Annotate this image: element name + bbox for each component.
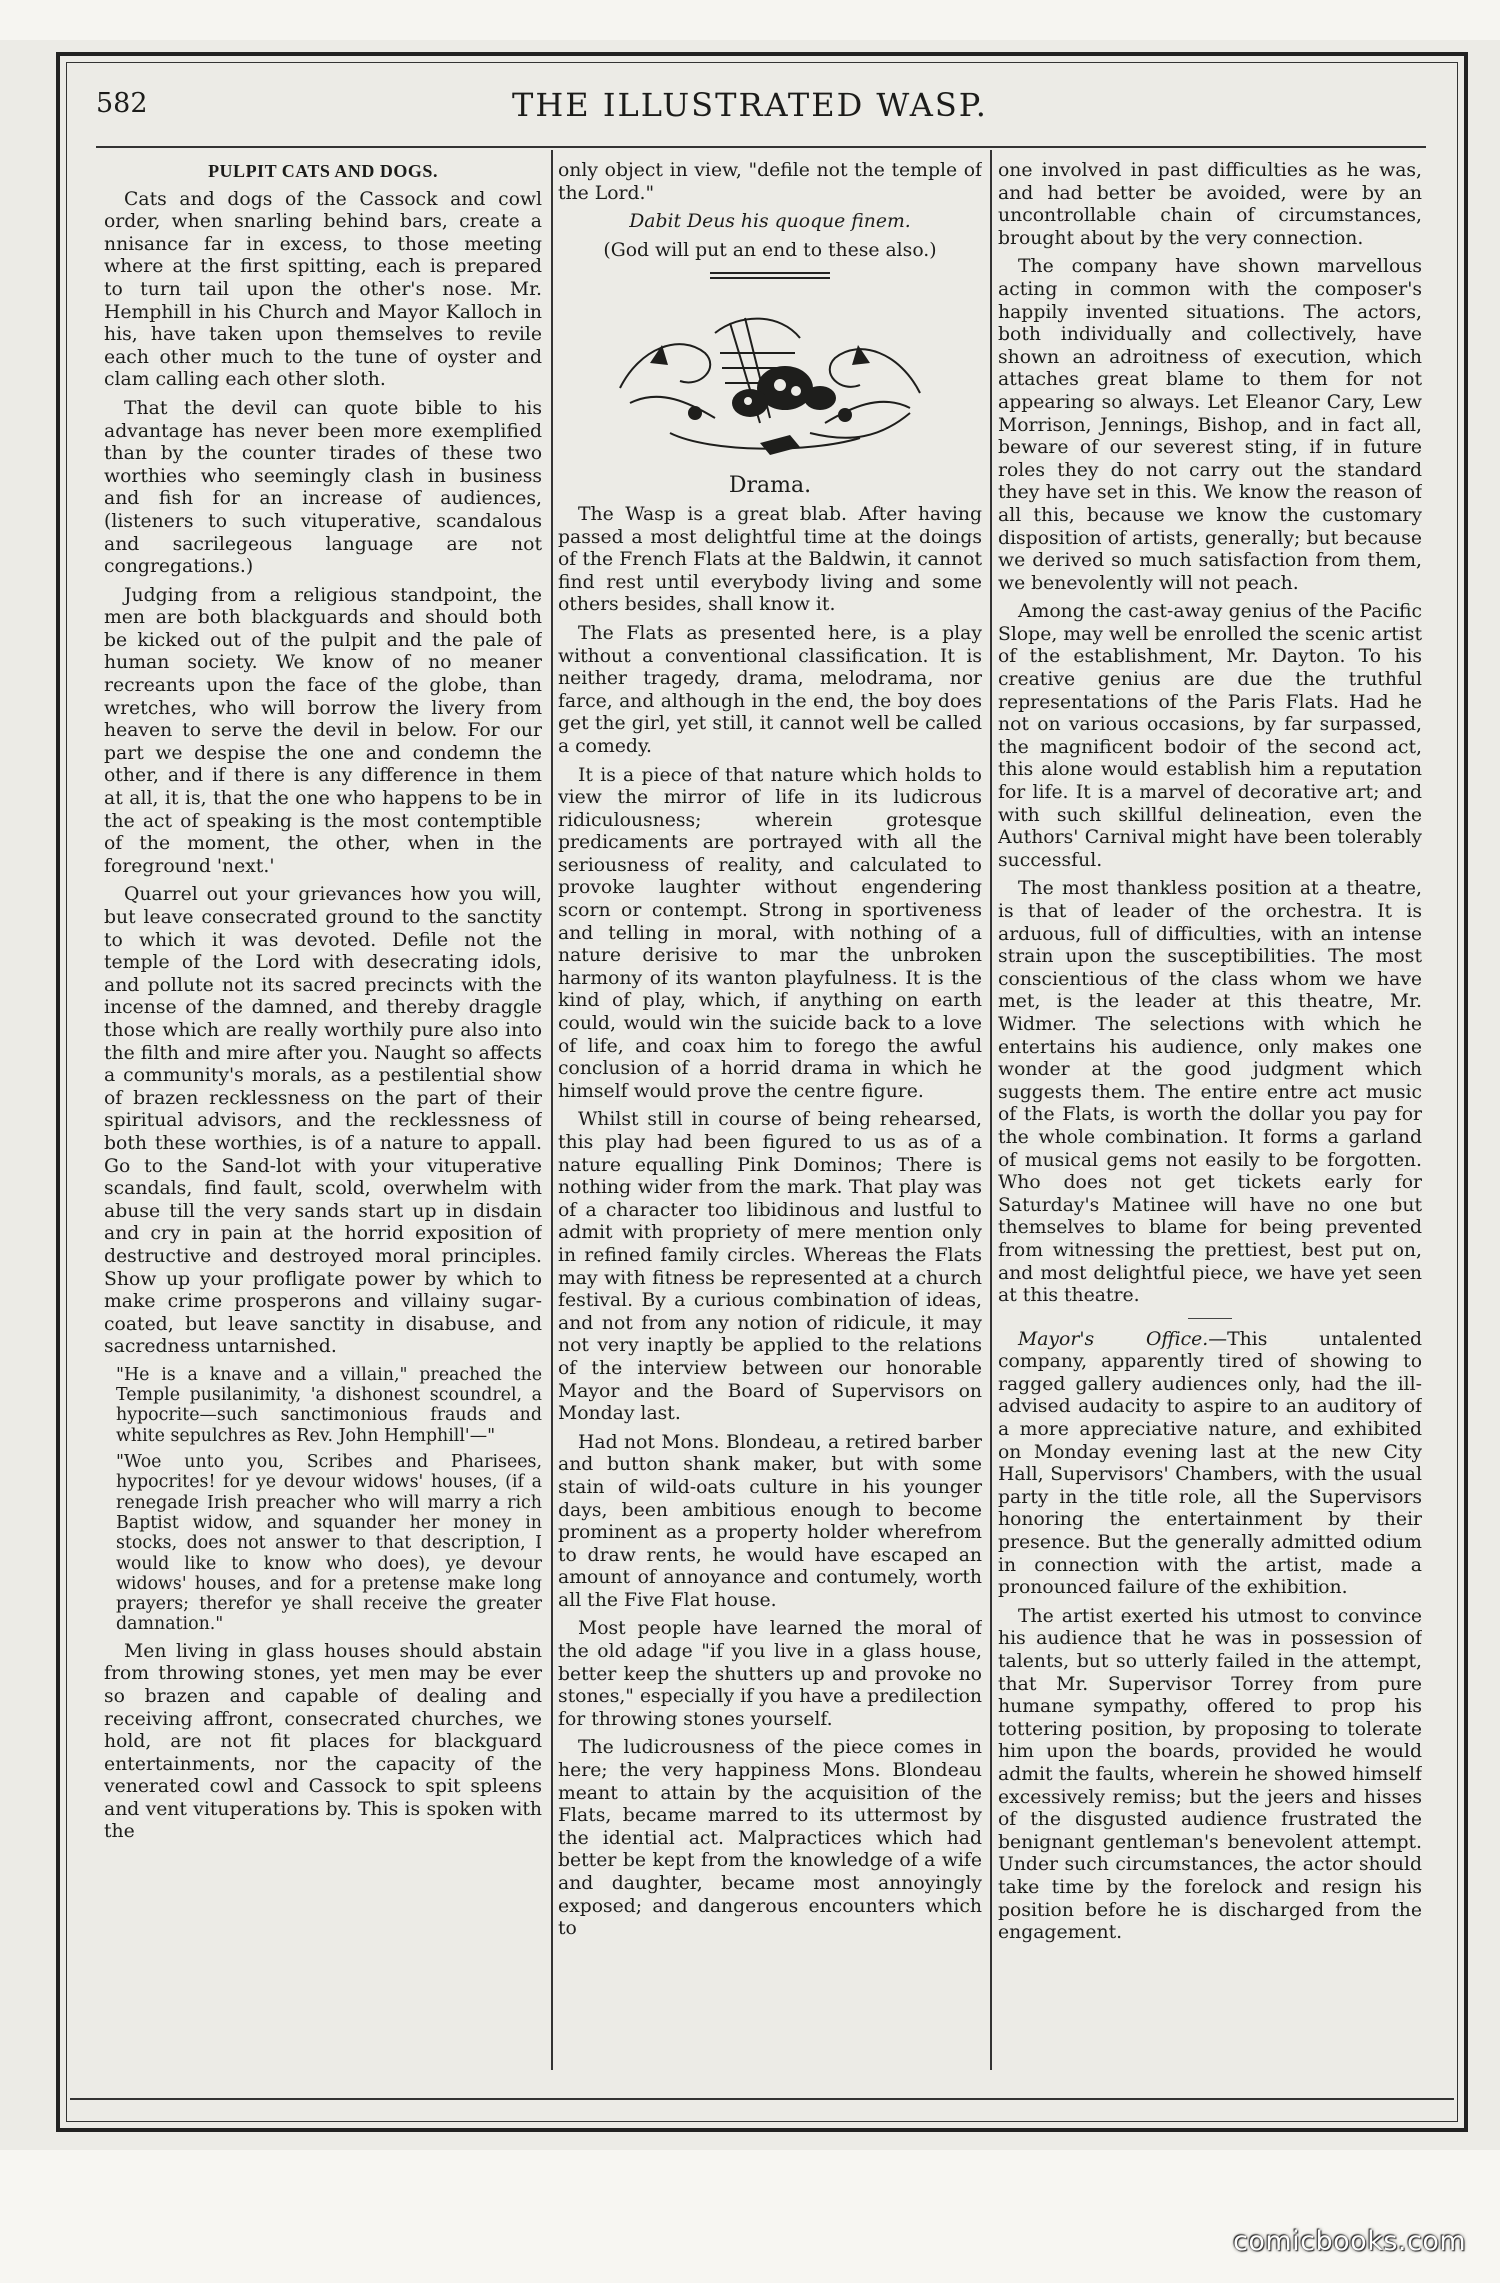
- column-2: [558, 160, 982, 2085]
- block-quote: "Woe unto you, Scribes and Pharisees, hypocrites! for ye devour widows' houses, (if a renegade Irish preacher who will marry a rich Baptist widow, and squander her money in stocks, does not answer to that description, I would like to know who does), ye devour widows' houses, and for a pretense make long prayers; therefor ye shall receive the greater damnation.": [116, 1452, 542, 1635]
- article-paragraph: The ludicrousness of the piece comes in here; the very happiness Mons. Blondeau meant to attain by the acquisition of the Flats, became marred to its uttermost by the idential act. Malpractices which had better be kept from the knowledge of a wife and daughter, became most annoyingly exposed; and dangerous encounters which to: [558, 1737, 982, 1940]
- article-paragraph: The artist exerted his utmost to convince his audience that he was in possession of talents, but so utterly failed in the attempt, that Mr. Supervisor Torrey from pure humane sympathy, offered to prop his tottering position, by proposing to tolerate him upon the boards, provided he would admit the faults, wherein he showed himself excessively remiss; but the jeers and hisses of the disgusted audience frustrated the benignant gentleman's benevolent attempt. Under such circumstances, the actor should take time by the forelock and resign his position before he is discharged from the engagement.: [998, 1605, 1422, 1944]
- mayor-office-label: Mayor's Office.: [1018, 1328, 1209, 1350]
- article-paragraph: The company have shown marvellous acting in common with the composer's happily invented situations. The actors, both individually and collectively, have shown an adroitness of execution, which attaches great blame to them for not appearing so always. Let Eleanor Cary, Lew Morrison, Jennings, Bishop, and in fact all, beware of our severest sting, if in future roles they do not carry out the standard they have set in this. We know the reason of all this, because we know the customary disposition of artists, generally; but because we derived so much satisfaction from them, we benevolently will not peach.: [998, 256, 1422, 594]
- article-paragraph: Whilst still in course of being rehearsed, this play had been figured to us as of a nature equalling Pink Dominos; There is nothing wider from the mark. That play was of a character too libidinous and lustful to admit with propriety of mere mention only in refined family circles. Whereas the Flats may with fitness be represented at a church festival. By a curious combination of ideas, and not from any notion of ridicule, it may not very inaptly be applied to the relations of the interview between our honorable Mayor and the Board of Supervisors on Monday last.: [558, 1109, 982, 1425]
- article-paragraph: Judging from a religious standpoint, the men are both blackguards and should both be kicked out of the pulpit and the pale of human society. We know of no meaner recreants upon the face of the globe, than wretches, who will borrow the livery from heaven to serve the devil in below. For our part we despise the one and condemn the other, and if there is any difference in them at all, it is, that the one who happens to be in the act of speaking is the most contemptible of the moment, the other, when in the foreground 'next.': [104, 584, 542, 877]
- column-divider-2: [990, 150, 992, 2070]
- motto-translation: (God will put an end to these also.): [603, 239, 937, 261]
- page-bottom-rule: [70, 2098, 1454, 2100]
- drama-ornament-illustration: [610, 293, 930, 463]
- column-3: [998, 160, 1422, 2085]
- scan-margin-bottom: [0, 2150, 1500, 2283]
- page-number: 582: [96, 88, 148, 119]
- article-paragraph: only object in view, "defile not the temple of the Lord.": [558, 160, 982, 204]
- article-paragraph: Quarrel out your grievances how you will, but leave consecrated ground to the sanctity to which it was devoted. Defile not the temple of the Lord with desecrating idols, and pollute not its sacred precincts with the incense of the damned, and thereby draggle those which are really worthily pure also into the filth and mire after you. Naught so affects a community's morals, as a pestilential show of brazen recklessness on the part of their spiritual advisors, and the recklessness of both these worthies, is of a nature to appall. Go to the Sand-lot with your vituperative scandals, find fault, scold, overwhelm with abuse till the very sands start up in disdain and cry in pain at the horrid exposition of destructive and destroyed moral principles. Show up your profligate power by which to make crime prosperons and villainy sugar-coated, but leave sanctity in disabuse, and sacredness untarnished.: [104, 884, 542, 1358]
- article-paragraph: That the devil can quote bible to his advantage has never been more exemplified than by the counter tirades of these two worthies who seemingly clash in business and fish for an increase of audiences, (listeners to such vituperative, scandalous and sacrilegeous language are not congregations.): [104, 397, 542, 578]
- watermark: comicbooks.com: [1233, 2226, 1467, 2257]
- article-paragraph: Among the cast-away genius of the Pacific Slope, may well be enrolled the scenic artist of the establishment, Mr. Dayton. To his creative genius are due the truthful representations of the Paris Flats. Had he not on various occasions, by far surpassed, the magnificent bodoir of the second act, this alone would establish him a reputation for life. It is a marvel of decorative art; and with such skillful delineation, even the Authors' Carnival might have been tolerably successful.: [998, 601, 1422, 871]
- column-1: [104, 160, 542, 2085]
- scan-margin-top: [0, 0, 1500, 40]
- article-headline: PULPIT CATS AND DOGS.: [208, 161, 438, 181]
- article-paragraph: [998, 1329, 1422, 1600]
- masthead-title: THE ILLUSTRATED WASP.: [512, 86, 988, 124]
- section-title-drama: Drama.: [728, 473, 812, 499]
- article-paragraph: Cats and dogs of the Cassock and cowl order, when snarling behind bars, create a nnisance far in excess, to those meeting where at the first spitting, each is prepared to turn tail upon the other's nose. Mr. Hemphill in his Church and Mayor Kalloch in his, have taken upon themselves to revile each other much to the tune of oyster and clam calling each other sloth.: [104, 188, 542, 391]
- article-paragraph: The Wasp is a great blab. After having passed a most delightful time at the doings of the French Flats at the Baldwin, it cannot find rest until everybody living and some others besides, shall know it.: [558, 503, 982, 616]
- column-divider-1: [551, 150, 553, 2070]
- section-divider: [1188, 1318, 1232, 1319]
- article-paragraph: one involved in past difficulties as he was, and had better be avoided, were by an uncontrollable chain of circumstances, brought about by the very connection.: [998, 160, 1422, 249]
- section-divider: [710, 272, 830, 279]
- article-paragraph: The most thankless position at a theatre, is that of leader of the orchestra. It is arduous, full of difficulties, with an intense strain upon the susceptibilities. The most conscientious of the class whom we have met, is the leader at this theatre, Mr. Widmer. The selections with which he entertains his audience, only makes one wonder at the good judgment which suggests them. The entire entre act music of the Flats, is worth the dollar you pay for the whole combination. It forms a garland of musical gems not easily to be forgotten. Who does not get tickets early for Saturday's Matinee will have no one but themselves to blame for being prevented from witnessing the prettiest, best put on, and most delightful piece, we have yet seen at this theatre.: [998, 878, 1422, 1307]
- article-paragraph: It is a piece of that nature which holds to view the mirror of life in its ludicrous ridiculousness; wherein grotesque predicaments are portrayed with all the seriousness of reality, and calculated to provoke laughter without engendering scorn or contempt. Strong in sportiveness and telling in moral, with nothing of a nature derisive to mar the unbroken harmony of its wanton playfulness. It is the kind of play, which, if anything on earth could, would win the suicide back to a love of life, and coax him to forego the awful conclusion of a horrid drama in which he himself would prove the centre figure.: [558, 764, 982, 1102]
- article-paragraph: Had not Mons. Blondeau, a retired barber and button shank maker, but with some stain of wild-oats culture in his younger days, been ambitious enough to become prominent as a property holder wherefrom to draw rents, he would have escaped an amount of annoyance and contumely, worth all the Five Flat house.: [558, 1431, 982, 1611]
- article-paragraph: Most people have learned the moral of the old adage "if you live in a glass house, better keep the shutters up and provoke no stones," especially if you have a predilection for throwing stones yourself.: [558, 1618, 982, 1730]
- latin-motto: Dabit Deus his quoque finem.: [629, 211, 911, 233]
- masthead-rule: [96, 146, 1426, 148]
- block-quote: "He is a knave and a villain," preached the Temple pusilanimity, 'a dishonest scoundrel, a hypocrite—such sanctimonious frauds and white sepulchres as Rev. John Hemphill'—": [116, 1364, 542, 1446]
- article-paragraph: The Flats as presented here, is a play without a conventional classification. It is neither tragedy, drama, melodrama, nor farce, and although in the end, the boy does get the girl, yet still, it cannot well be called a comedy.: [558, 622, 982, 757]
- article-paragraph: Men living in glass houses should abstain from throwing stones, yet men may be ever so brazen and capable of dealing and receiving affront, consecrated churches, we hold, are not fit places for blackguard entertainments, nor the capacity of the venerated cowl and Cassock to spit spleens and vent vituperations by. This is spoken with the: [104, 1640, 542, 1843]
- mayor-office-text: —This untalented company, apparently tired of showing to ragged gallery audiences only, had the ill-advised audacity to aspire to an auditory of a more appreciative nature, and exhibited on Monday evening last at the new City Hall, Supervisors' Chambers, with the usual party in the title role, all the Supervisors honoring the entertainment by their presence. But the generally admitted odium in connection with the artist, made a pronounced failure of the exhibition.: [998, 1328, 1422, 1599]
